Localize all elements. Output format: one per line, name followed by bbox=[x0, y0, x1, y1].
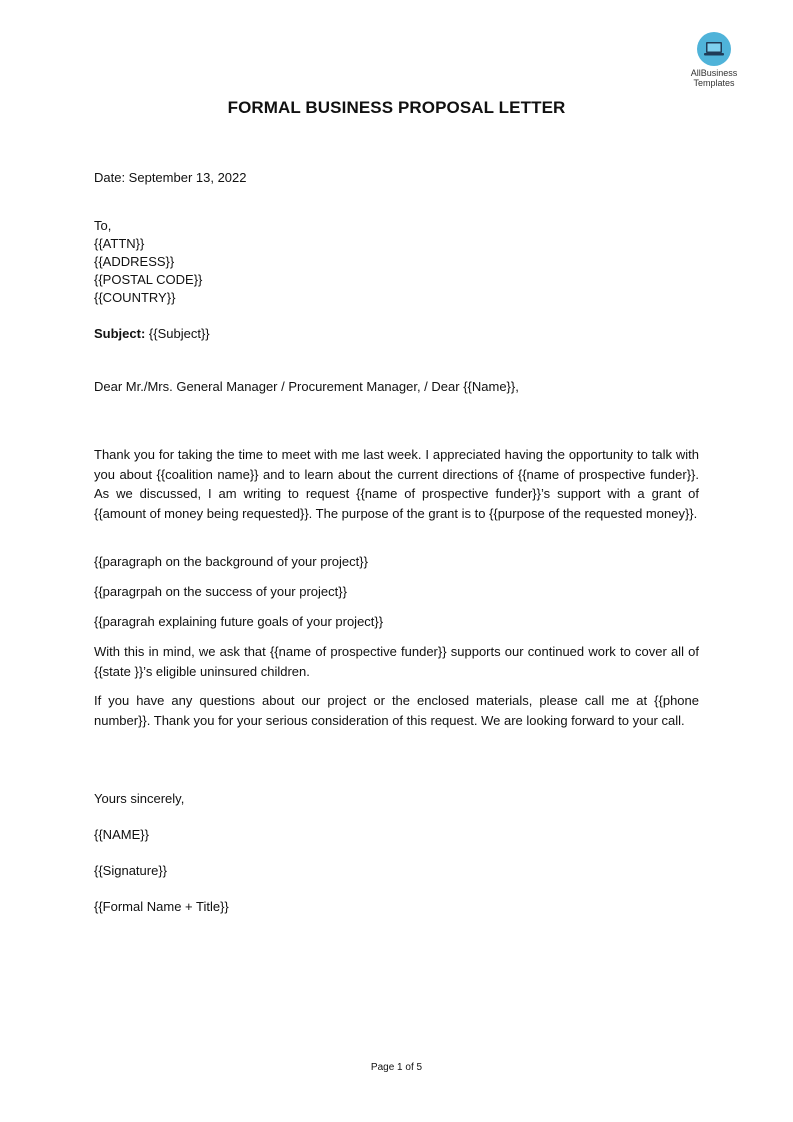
country-placeholder: {{COUNTRY}} bbox=[94, 290, 176, 305]
paragraph-background: {{paragraph on the background of your project}} bbox=[94, 554, 368, 569]
address-placeholder: {{ADDRESS}} bbox=[94, 254, 175, 269]
formal-name-title-placeholder: {{Formal Name + Title}} bbox=[94, 899, 229, 914]
subject-value: {{Subject}} bbox=[145, 326, 210, 341]
paragraph-intro: Thank you for taking the time to meet with me last week. I appreciated having the opportunity to talk with you about {{coalition name}} and to learn about the current directions of {{name of prospective funder}}. As we discussed, I am writing to request {{name of prospective funder}}’s support with a grant of {{amount of money being requested}}. The purpose of the grant is to {{purpose of the requested money}}. bbox=[94, 447, 699, 521]
postal-code-placeholder: {{POSTAL CODE}} bbox=[94, 272, 203, 287]
salutation: Dear Mr./Mrs. General Manager / Procurement Manager, / Dear {{Name}}, bbox=[94, 379, 519, 394]
sign-off: Yours sincerely, bbox=[94, 791, 185, 806]
to-label: To, bbox=[94, 218, 112, 233]
logo-badge bbox=[697, 32, 731, 66]
name-placeholder: {{NAME}} bbox=[94, 827, 149, 842]
subject-label: Subject: bbox=[94, 326, 146, 341]
logo-line-1: AllBusiness bbox=[690, 68, 738, 78]
document-title: FORMAL BUSINESS PROPOSAL LETTER bbox=[227, 98, 566, 117]
paragraph-future-goals: {{paragrah explaining future goals of your project}} bbox=[94, 614, 384, 629]
attn-placeholder: {{ATTN}} bbox=[94, 236, 145, 251]
logo-line-2: Templates bbox=[693, 78, 735, 88]
date-line: Date: September 13, 2022 bbox=[94, 170, 247, 185]
laptop-icon bbox=[703, 40, 725, 58]
page-number: Page 1 of 5 bbox=[370, 1062, 423, 1073]
subject-line bbox=[94, 325, 210, 343]
signature-placeholder: {{Signature}} bbox=[94, 863, 168, 878]
paragraph-contact: If you have any questions about our project or the enclosed materials, please call me at {{phone number}}. Thank you for your serious consideration of this request. We are looking forward to your call. bbox=[94, 693, 699, 728]
paragraph-success: {{paragrpah on the success of your project}} bbox=[94, 584, 347, 599]
paragraph-request: With this in mind, we ask that {{name of prospective funder}} supports our continued work to cover all of {{state }}’s eligible uninsured children. bbox=[94, 644, 699, 679]
allbusiness-templates-logo bbox=[676, 32, 752, 88]
